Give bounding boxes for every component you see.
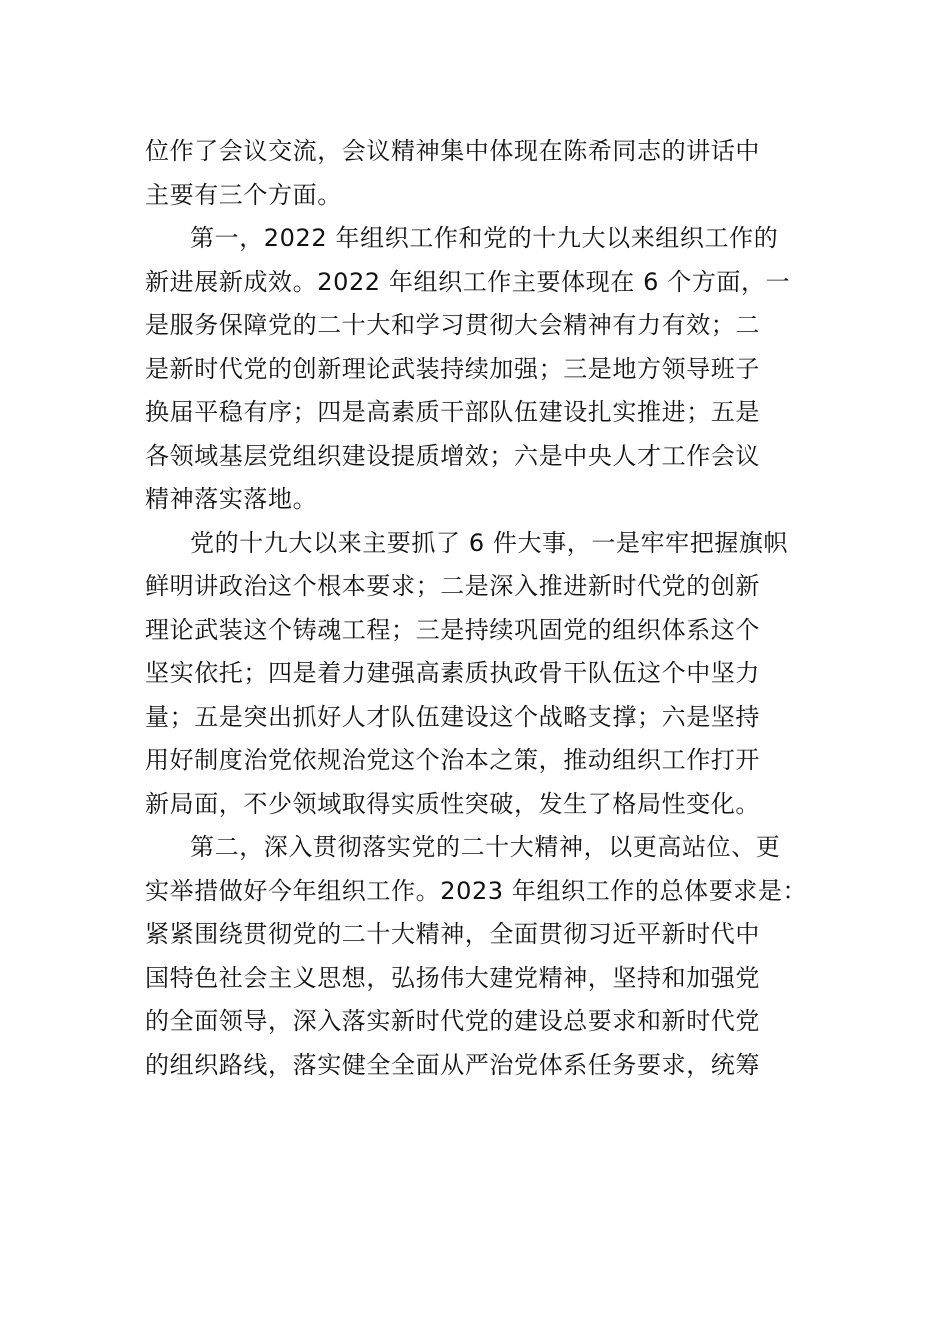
paragraph-2 [145, 217, 810, 522]
document-page [145, 130, 810, 1087]
text-line: 用好制度治党依规治党这个治本之策，推动组织工作打开 [145, 746, 760, 774]
text-line: 量；五是突出抓好人才队伍建设这个战略支撑；六是坚持 [145, 702, 760, 731]
text-line: 第二，深入贯彻落实党的二十大精神，以更高站位、更 [190, 833, 781, 861]
text-line: 鲜明讲政治这个根本要求；二是深入推进新时代党的创新 [145, 572, 760, 600]
text-line: 党的十九大以来主要抓了 6 件大事，一是牢牢把握旗帜 [190, 528, 789, 557]
text-line: 主要有三个方面。 [145, 180, 342, 209]
text-line: 实举措做好今年组织工作。2023 年组织工作的总体要求是： [145, 876, 808, 905]
text-line: 位作了会议交流，会议精神集中体现在陈希同志的讲话中 [145, 137, 760, 165]
text-line: 紧紧围绕贯彻党的二十大精神，全面贯彻习近平新时代中 [145, 920, 760, 948]
text-line: 的组织路线，落实健全全面从严治党体系任务要求，统筹 [145, 1050, 760, 1079]
text-line: 是新时代党的创新理论武装持续加强；三是地方领导班子 [145, 354, 760, 383]
text-line: 新局面，不少领域取得实质性突破，发生了格局性变化。 [145, 789, 760, 818]
text-line: 精神落实落地。 [145, 485, 318, 513]
paragraph-3 [145, 522, 810, 827]
text-line: 的全面领导，深入落实新时代党的建设总要求和新时代党 [145, 1007, 760, 1035]
text-line: 第一，2022 年组织工作和党的十九大以来组织工作的 [190, 224, 779, 252]
text-line: 坚实依托；四是着力建强高素质执政骨干队伍这个中坚力 [145, 659, 760, 687]
text-line: 是服务保障党的二十大和学习贯彻大会精神有力有效；二 [145, 311, 760, 339]
text-line: 理论武装这个铸魂工程；三是持续巩固党的组织体系这个 [145, 615, 760, 644]
text-line: 各领域基层党组织建设提质增效；六是中央人才工作会议 [145, 441, 760, 470]
text-line: 新进展新成效。2022 年组织工作主要体现在 6 个方面，一 [145, 267, 791, 296]
text-line: 国特色社会主义思想，弘扬伟大建党精神，坚持和加强党 [145, 963, 760, 992]
text-line: 换届平稳有序；四是高素质干部队伍建设扎实推进；五是 [145, 398, 760, 426]
paragraph-1 [145, 130, 810, 217]
paragraph-4 [145, 826, 810, 1087]
